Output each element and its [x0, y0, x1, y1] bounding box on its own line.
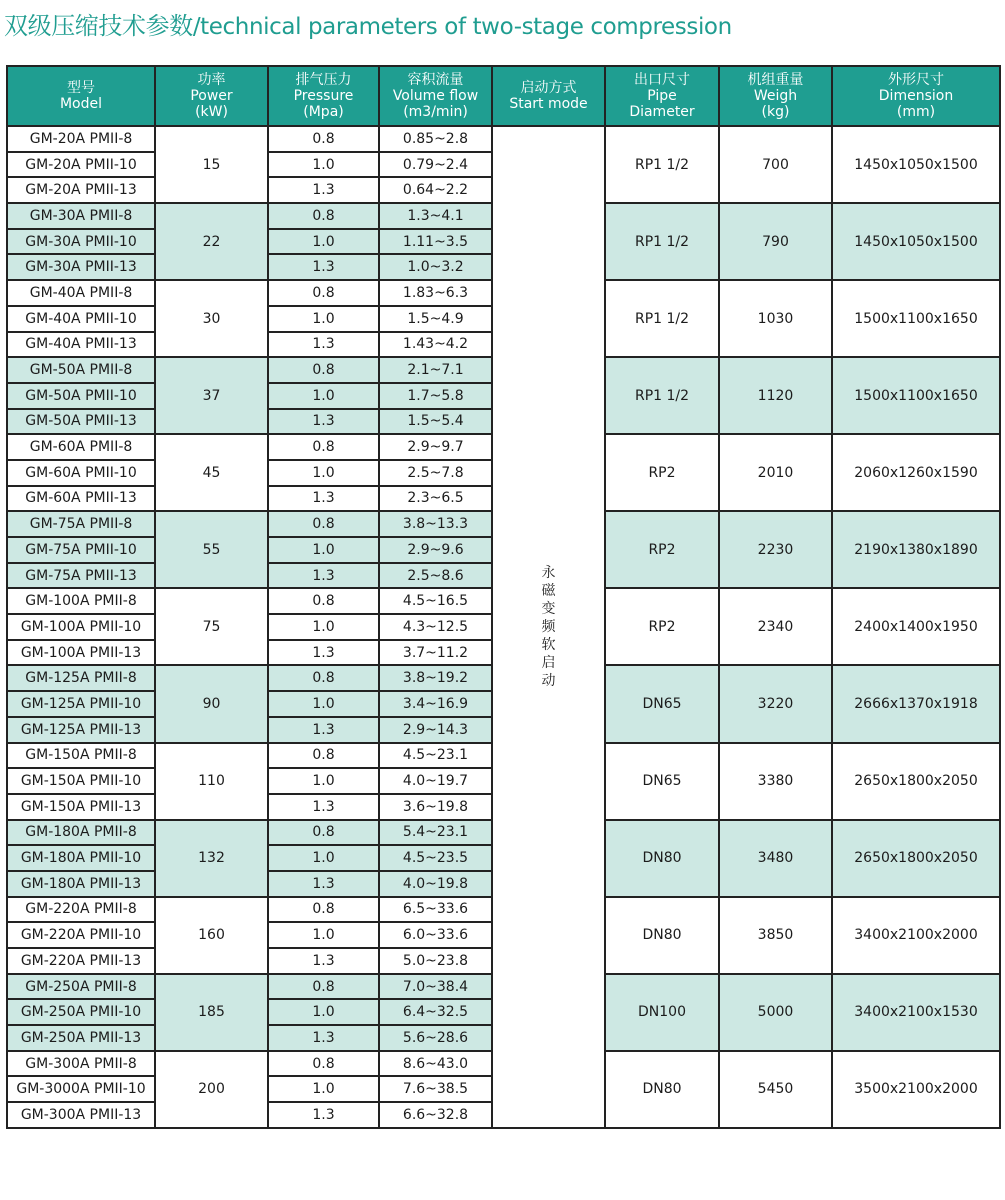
pressure-cell: 0.8 [268, 203, 379, 229]
power-cell: 15 [155, 126, 268, 203]
dimension-cell: 1500x1100x1650 [832, 280, 1000, 357]
pressure-cell: 0.8 [268, 588, 379, 614]
flow-cell: 2.9~9.6 [379, 537, 492, 563]
pressure-cell: 0.8 [268, 897, 379, 923]
model-cell: GM-180A PMII-8 [7, 820, 155, 846]
pressure-cell: 1.3 [268, 871, 379, 897]
pipe-cell: DN80 [605, 897, 719, 974]
weight-cell: 790 [719, 203, 832, 280]
page-title [4, 6, 732, 41]
dimension-cell: 2190x1380x1890 [832, 511, 1000, 588]
flow-cell: 1.5~5.4 [379, 409, 492, 435]
model-cell: GM-60A PMII-10 [7, 460, 155, 486]
column-header-start-mode [492, 66, 605, 126]
table-body [7, 126, 1000, 1128]
flow-cell: 7.0~38.4 [379, 974, 492, 1000]
weight-cell: 700 [719, 126, 832, 203]
header-unit: (mm) [896, 104, 936, 120]
header-en: Pressure [293, 88, 354, 104]
weight-cell: 5000 [719, 974, 832, 1051]
header-cn: 出口尺寸 [634, 72, 690, 88]
dimension-cell: 2650x1800x2050 [832, 820, 1000, 897]
header-en: Volume flow [392, 88, 479, 104]
model-cell: GM-125A PMII-13 [7, 717, 155, 743]
weight-cell: 2340 [719, 588, 832, 665]
dimension-cell: 1500x1100x1650 [832, 357, 1000, 434]
pressure-cell: 0.8 [268, 280, 379, 306]
flow-cell: 1.43~4.2 [379, 332, 492, 358]
flow-cell: 2.1~7.1 [379, 357, 492, 383]
model-cell: GM-250A PMII-10 [7, 999, 155, 1025]
flow-cell: 0.85~2.8 [379, 126, 492, 152]
pressure-cell: 0.8 [268, 511, 379, 537]
header-unit: (kg) [761, 104, 790, 120]
pipe-cell: RP2 [605, 434, 719, 511]
dimension-cell: 1450x1050x1500 [832, 203, 1000, 280]
model-cell: GM-75A PMII-10 [7, 537, 155, 563]
flow-cell: 3.4~16.9 [379, 691, 492, 717]
model-cell: GM-40A PMII-13 [7, 332, 155, 358]
header-row [7, 66, 1000, 126]
flow-cell: 1.3~4.1 [379, 203, 492, 229]
pressure-cell: 1.0 [268, 691, 379, 717]
model-cell: GM-180A PMII-10 [7, 845, 155, 871]
header-en: Power [190, 88, 233, 104]
header-unit: (kW) [195, 104, 228, 120]
flow-cell: 2.9~14.3 [379, 717, 492, 743]
power-cell: 75 [155, 588, 268, 665]
start-mode-cell [492, 126, 605, 1128]
header-en: Pipe [647, 88, 677, 104]
power-cell: 90 [155, 665, 268, 742]
title-cn: 双级压缩技术参数 [4, 12, 193, 40]
power-cell: 132 [155, 820, 268, 897]
weight-cell: 2230 [719, 511, 832, 588]
dimension-cell: 3400x2100x2000 [832, 897, 1000, 974]
header-cn: 容积流量 [407, 72, 464, 88]
table-row [7, 126, 1000, 152]
header-cn: 排气压力 [295, 72, 352, 88]
pressure-cell: 1.3 [268, 563, 379, 589]
flow-cell: 1.7~5.8 [379, 383, 492, 409]
pressure-cell: 1.0 [268, 845, 379, 871]
pipe-cell: RP1 1/2 [605, 126, 719, 203]
flow-cell: 7.6~38.5 [379, 1076, 492, 1102]
model-cell: GM-125A PMII-10 [7, 691, 155, 717]
header-unit: (m3/min) [403, 104, 468, 120]
pressure-cell: 0.8 [268, 743, 379, 769]
column-header-power [155, 66, 268, 126]
pipe-cell: DN80 [605, 1051, 719, 1128]
model-cell: GM-300A PMII-13 [7, 1102, 155, 1128]
pressure-cell: 1.0 [268, 306, 379, 332]
column-header-volume-flow [379, 66, 492, 126]
flow-cell: 3.8~19.2 [379, 665, 492, 691]
pressure-cell: 1.3 [268, 254, 379, 280]
pressure-cell: 0.8 [268, 665, 379, 691]
flow-cell: 0.64~2.2 [379, 177, 492, 203]
pipe-cell: RP2 [605, 511, 719, 588]
power-cell: 30 [155, 280, 268, 357]
flow-cell: 5.0~23.8 [379, 948, 492, 974]
start-mode-text: 永磁变频软启动 [541, 564, 556, 689]
flow-cell: 4.0~19.7 [379, 768, 492, 794]
model-cell: GM-75A PMII-13 [7, 563, 155, 589]
spec-table [6, 65, 1001, 1129]
weight-cell: 3220 [719, 665, 832, 742]
flow-cell: 5.6~28.6 [379, 1025, 492, 1051]
header-unit: (Mpa) [303, 104, 344, 120]
pressure-cell: 1.0 [268, 537, 379, 563]
model-cell: GM-20A PMII-13 [7, 177, 155, 203]
model-cell: GM-100A PMII-8 [7, 588, 155, 614]
pressure-cell: 1.3 [268, 794, 379, 820]
model-cell: GM-40A PMII-10 [7, 306, 155, 332]
pipe-cell: RP1 1/2 [605, 203, 719, 280]
weight-cell: 3850 [719, 897, 832, 974]
flow-cell: 0.79~2.4 [379, 152, 492, 178]
weight-cell: 5450 [719, 1051, 832, 1128]
model-cell: GM-75A PMII-8 [7, 511, 155, 537]
pressure-cell: 1.3 [268, 717, 379, 743]
flow-cell: 4.5~23.5 [379, 845, 492, 871]
pressure-cell: 1.3 [268, 1025, 379, 1051]
model-cell: GM-150A PMII-13 [7, 794, 155, 820]
pressure-cell: 0.8 [268, 126, 379, 152]
header-cn: 型号 [67, 80, 95, 96]
pressure-cell: 1.3 [268, 409, 379, 435]
dimension-cell: 2666x1370x1918 [832, 665, 1000, 742]
dimension-cell: 1450x1050x1500 [832, 126, 1000, 203]
power-cell: 45 [155, 434, 268, 511]
power-cell: 37 [155, 357, 268, 434]
flow-cell: 5.4~23.1 [379, 820, 492, 846]
model-cell: GM-150A PMII-10 [7, 768, 155, 794]
pressure-cell: 0.8 [268, 1051, 379, 1077]
power-cell: 55 [155, 511, 268, 588]
model-cell: GM-125A PMII-8 [7, 665, 155, 691]
flow-cell: 3.6~19.8 [379, 794, 492, 820]
pressure-cell: 1.0 [268, 152, 379, 178]
model-cell: GM-300A PMII-8 [7, 1051, 155, 1077]
pressure-cell: 1.0 [268, 1076, 379, 1102]
header-en: Weigh [753, 88, 798, 104]
power-cell: 110 [155, 743, 268, 820]
weight-cell: 3480 [719, 820, 832, 897]
flow-cell: 4.3~12.5 [379, 614, 492, 640]
flow-cell: 6.4~32.5 [379, 999, 492, 1025]
model-cell: GM-3000A PMII-10 [7, 1076, 155, 1102]
power-cell: 22 [155, 203, 268, 280]
header-en: Model [59, 96, 103, 112]
model-cell: GM-50A PMII-8 [7, 357, 155, 383]
flow-cell: 6.6~32.8 [379, 1102, 492, 1128]
model-cell: GM-220A PMII-8 [7, 897, 155, 923]
pipe-cell: RP2 [605, 588, 719, 665]
pipe-cell: DN80 [605, 820, 719, 897]
power-cell: 160 [155, 897, 268, 974]
pressure-cell: 1.3 [268, 948, 379, 974]
header-cn: 启动方式 [520, 80, 577, 96]
pressure-cell: 1.3 [268, 640, 379, 666]
pressure-cell: 1.3 [268, 486, 379, 512]
column-header-pressure [268, 66, 379, 126]
flow-cell: 4.0~19.8 [379, 871, 492, 897]
title-separator: / [192, 14, 201, 40]
flow-cell: 1.5~4.9 [379, 306, 492, 332]
flow-cell: 2.5~8.6 [379, 563, 492, 589]
pressure-cell: 0.8 [268, 434, 379, 460]
flow-cell: 1.0~3.2 [379, 254, 492, 280]
model-cell: GM-220A PMII-13 [7, 948, 155, 974]
model-cell: GM-50A PMII-10 [7, 383, 155, 409]
pipe-cell: DN65 [605, 743, 719, 820]
flow-cell: 3.8~13.3 [379, 511, 492, 537]
pressure-cell: 1.0 [268, 922, 379, 948]
column-header-pipe-diameter [605, 66, 719, 126]
model-cell: GM-220A PMII-10 [7, 922, 155, 948]
pressure-cell: 1.0 [268, 383, 379, 409]
model-cell: GM-100A PMII-10 [7, 614, 155, 640]
flow-cell: 1.11~3.5 [379, 229, 492, 255]
pressure-cell: 0.8 [268, 357, 379, 383]
model-cell: GM-30A PMII-13 [7, 254, 155, 280]
flow-cell: 3.7~11.2 [379, 640, 492, 666]
pipe-cell: DN100 [605, 974, 719, 1051]
dimension-cell: 2650x1800x2050 [832, 743, 1000, 820]
model-cell: GM-60A PMII-8 [7, 434, 155, 460]
header-unit: Diameter [629, 104, 695, 120]
model-cell: GM-30A PMII-8 [7, 203, 155, 229]
power-cell: 185 [155, 974, 268, 1051]
model-cell: GM-20A PMII-8 [7, 126, 155, 152]
flow-cell: 6.0~33.6 [379, 922, 492, 948]
header-cn: 功率 [197, 72, 226, 88]
dimension-cell: 3400x2100x1530 [832, 974, 1000, 1051]
model-cell: GM-150A PMII-8 [7, 743, 155, 769]
model-cell: GM-100A PMII-13 [7, 640, 155, 666]
dimension-cell: 3500x2100x2000 [832, 1051, 1000, 1128]
pressure-cell: 1.0 [268, 999, 379, 1025]
pressure-cell: 1.3 [268, 1102, 379, 1128]
weight-cell: 1120 [719, 357, 832, 434]
pressure-cell: 1.3 [268, 332, 379, 358]
pipe-cell: RP1 1/2 [605, 280, 719, 357]
pressure-cell: 1.3 [268, 177, 379, 203]
power-cell: 200 [155, 1051, 268, 1128]
pressure-cell: 0.8 [268, 974, 379, 1000]
header-cn: 机组重量 [747, 72, 804, 88]
model-cell: GM-50A PMII-13 [7, 409, 155, 435]
header-en: Dimension [878, 88, 954, 104]
header-cn: 外形尺寸 [888, 72, 944, 88]
model-cell: GM-20A PMII-10 [7, 152, 155, 178]
flow-cell: 6.5~33.6 [379, 897, 492, 923]
title-en: technical parameters of two-stage compression [200, 14, 732, 40]
weight-cell: 2010 [719, 434, 832, 511]
column-header-weight [719, 66, 832, 126]
model-cell: GM-180A PMII-13 [7, 871, 155, 897]
column-header-dimension [832, 66, 1000, 126]
pressure-cell: 1.0 [268, 614, 379, 640]
weight-cell: 1030 [719, 280, 832, 357]
flow-cell: 8.6~43.0 [379, 1051, 492, 1077]
pipe-cell: RP1 1/2 [605, 357, 719, 434]
model-cell: GM-60A PMII-13 [7, 486, 155, 512]
flow-cell: 2.3~6.5 [379, 486, 492, 512]
model-cell: GM-250A PMII-13 [7, 1025, 155, 1051]
pressure-cell: 0.8 [268, 820, 379, 846]
model-cell: GM-250A PMII-8 [7, 974, 155, 1000]
header-en: Start mode [509, 96, 588, 112]
model-cell: GM-30A PMII-10 [7, 229, 155, 255]
model-cell: GM-40A PMII-8 [7, 280, 155, 306]
pressure-cell: 1.0 [268, 460, 379, 486]
dimension-cell: 2400x1400x1950 [832, 588, 1000, 665]
pressure-cell: 1.0 [268, 229, 379, 255]
flow-cell: 4.5~16.5 [379, 588, 492, 614]
column-header-model [7, 66, 155, 126]
flow-cell: 4.5~23.1 [379, 743, 492, 769]
weight-cell: 3380 [719, 743, 832, 820]
pipe-cell: DN65 [605, 665, 719, 742]
flow-cell: 1.83~6.3 [379, 280, 492, 306]
pressure-cell: 1.0 [268, 768, 379, 794]
flow-cell: 2.9~9.7 [379, 434, 492, 460]
flow-cell: 2.5~7.8 [379, 460, 492, 486]
dimension-cell: 2060x1260x1590 [832, 434, 1000, 511]
